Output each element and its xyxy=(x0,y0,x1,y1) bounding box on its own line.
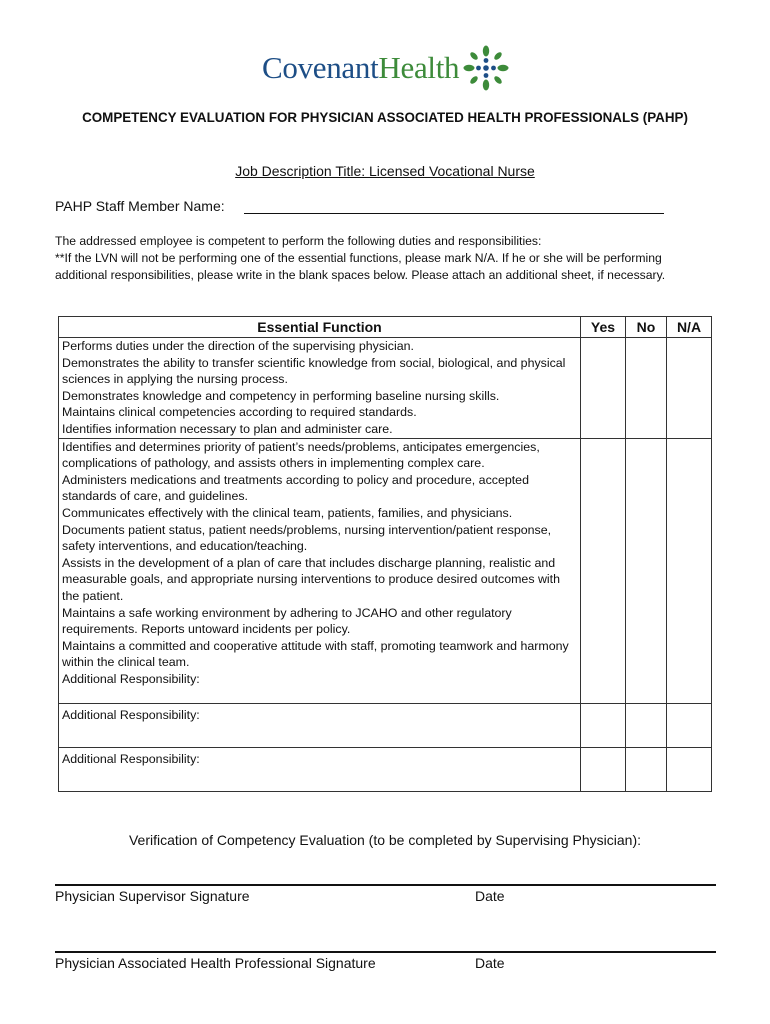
additional-responsibility-cell[interactable]: Additional Responsibility: xyxy=(59,704,581,748)
no-cell[interactable] xyxy=(626,748,667,792)
table-row xyxy=(59,704,712,748)
pahp-date-label: Date xyxy=(475,955,505,971)
additional-responsibility-cell[interactable]: Additional Responsibility: xyxy=(59,748,581,792)
na-cell[interactable] xyxy=(667,438,712,704)
cross-emblem-icon xyxy=(463,45,509,91)
table-row xyxy=(59,338,712,439)
staff-name-field[interactable] xyxy=(244,213,664,214)
staff-name-label: PAHP Staff Member Name: xyxy=(55,198,225,214)
instructions xyxy=(55,233,715,283)
yes-cell[interactable] xyxy=(581,748,626,792)
logo-wordmark: CovenantHealth xyxy=(262,50,460,85)
essential-function-table xyxy=(58,316,712,792)
no-cell[interactable] xyxy=(626,438,667,704)
pahp-signature-label: Physician Associated Health Professional Signature xyxy=(55,955,376,971)
no-cell[interactable] xyxy=(626,338,667,439)
pahp-signature-line[interactable] xyxy=(55,951,716,953)
yes-cell[interactable] xyxy=(581,438,626,704)
covenant-health-logo xyxy=(262,42,509,94)
header-essential-function: Essential Function xyxy=(59,317,581,338)
table-row xyxy=(59,748,712,792)
physician-signature-label: Physician Supervisor Signature xyxy=(55,888,250,904)
table-row xyxy=(59,438,712,704)
form-title: COMPETENCY EVALUATION FOR PHYSICIAN ASSOCIATED HEALTH PROFESSIONALS (PAHP) xyxy=(82,110,688,125)
instructions-line-2: **If the LVN will not be performing one of the essential functions, please mark N/A. If he or she will be performing additional responsibilities, please write in the blank spaces below. Please attach an additional sheet, if necessary. xyxy=(55,250,666,282)
na-cell[interactable] xyxy=(667,748,712,792)
table-header-row xyxy=(59,317,712,338)
header-na: N/A xyxy=(667,317,712,338)
physician-signature-line[interactable] xyxy=(55,884,716,886)
header-no: No xyxy=(626,317,667,338)
instructions-line-1: The addressed employee is competent to perform the following duties and responsibilities: xyxy=(55,234,542,248)
na-cell[interactable] xyxy=(667,338,712,439)
na-cell[interactable] xyxy=(667,704,712,748)
function-cell: Performs duties under the direction of the supervising physician. Demonstrates the ability to transfer scientific knowledge from social, biological, and physical sciences in applying the nursing process. Demonstrates knowledge and competency in performing baseline nursing skills. Maintains clinical competencies according to required standards. Identifies information necessary to plan and administer care. xyxy=(59,338,581,439)
yes-cell[interactable] xyxy=(581,338,626,439)
function-cell: Identifies and determines priority of patient’s needs/problems, anticipates emergencies, complications of pathology, and assists others in implementing complex care. Administers medications and treatments according to policy and procedure, accepted standards of care, and guidelines. Communicates effectively with the clinical team, patients, families, and physicians. Documents patient status, patient needs/problems, nursing intervention/patient response, safety interventions, and education/teaching. Assists in the development of a plan of care that includes discharge planning, realistic and measurable goals, and appropriate nursing interventions to produce desired outcomes with the patient. Maintains a safe working environment by adhering to JCAHO and other regulatory requirements. Reports untoward incidents per policy. Maintains a committed and cooperative attitude with staff, promoting teamwork and harmony within the clinical team. Additional Responsibility: xyxy=(59,438,581,704)
physician-date-label: Date xyxy=(475,888,505,904)
header-yes: Yes xyxy=(581,317,626,338)
job-description-title: Job Description Title: Licensed Vocational Nurse xyxy=(235,163,535,179)
verification-heading: Verification of Competency Evaluation (to be completed by Supervising Physician): xyxy=(128,832,642,848)
yes-cell[interactable] xyxy=(581,704,626,748)
no-cell[interactable] xyxy=(626,704,667,748)
